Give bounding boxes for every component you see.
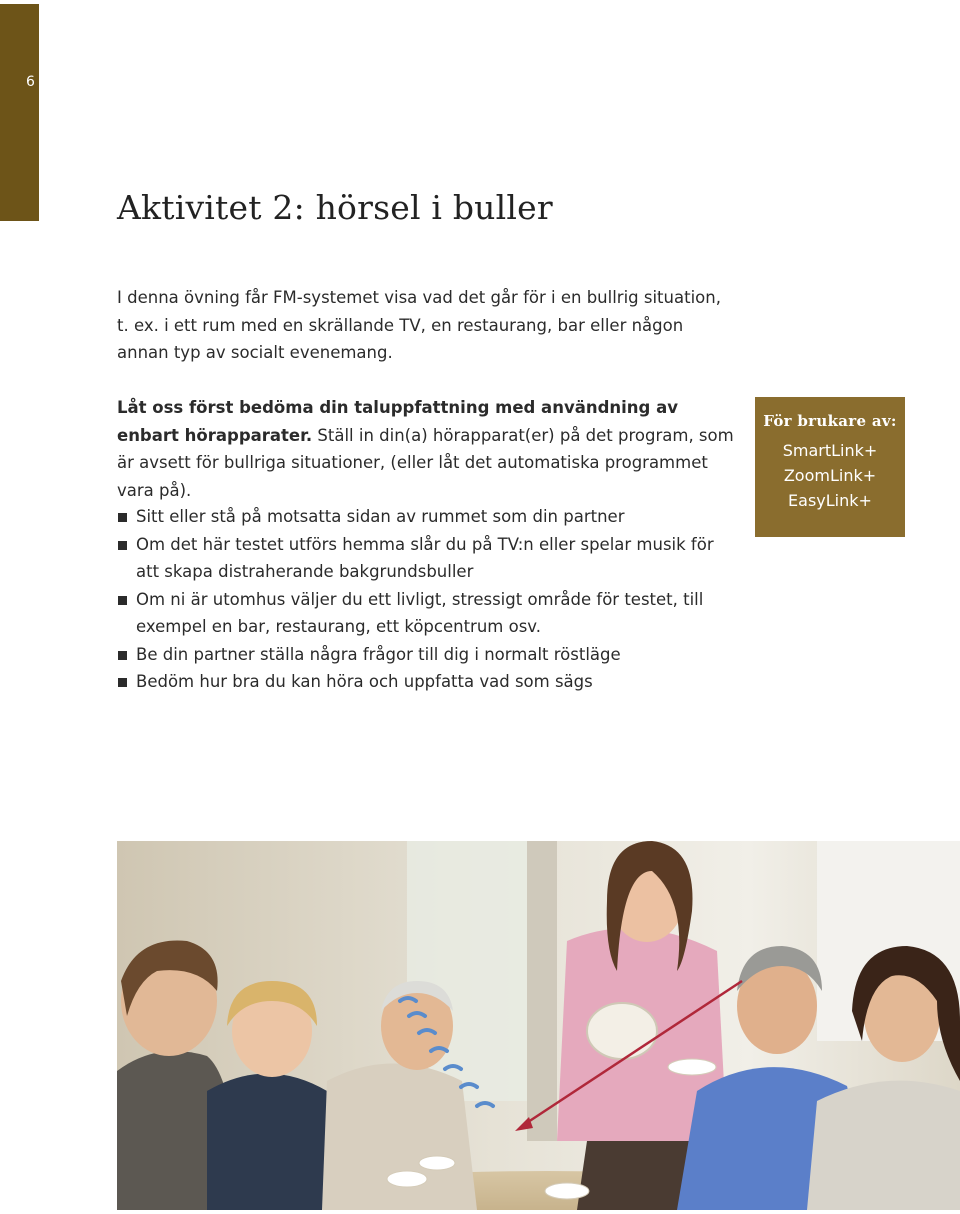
product-zoomlink: ZoomLink+: [783, 466, 877, 485]
square-bullet-icon: [118, 513, 127, 522]
bullet-text: Be din partner ställa några frågor till dig i normalt röstläge: [136, 644, 621, 664]
bullet-text: Bedöm hur bra du kan höra och uppfatta vad som sägs: [136, 672, 593, 691]
user-info-title: För brukare av:: [763, 412, 897, 430]
square-bullet-icon: [118, 541, 127, 550]
user-info-box: [755, 397, 905, 537]
bullet-item: [117, 586, 717, 641]
page-number: 6: [26, 74, 35, 90]
bullet-item: [117, 668, 717, 696]
intro-paragraph: I denna övning får FM-systemet visa vad det går för i en bullrig situation, t. ex. i ett rum med en skrällande TV, en restaurang, bar eller någon annan typ av socialt evenemang.: [117, 288, 721, 362]
bullet-text: Om det här testet utförs hemma slår du på TV:n eller spelar musik för att skapa distraherande bakgrundsbuller: [136, 534, 714, 581]
product-easylink: EasyLink+: [788, 491, 872, 510]
page-title: Aktivitet 2: hörsel i buller: [117, 188, 553, 227]
instruction-text: Ställ in din(a) hörapparat(er) på det program, som är avsett för bullriga situationer, (eller låt det automatiska programmet vara på).: [117, 425, 734, 500]
page-tab: [0, 4, 39, 221]
square-bullet-icon: [118, 651, 127, 660]
bullet-list: [117, 503, 717, 696]
bullet-text: Om ni är utomhus väljer du ett livligt, stressigt område för testet, till exempel en bar, restaurang, ett köpcentrum osv.: [136, 589, 704, 636]
bullet-text: Sitt eller stå på motsatta sidan av rummet som din partner: [136, 507, 625, 526]
square-bullet-icon: [118, 678, 127, 687]
instruction-paragraph: [117, 394, 742, 504]
bullet-item: [117, 503, 717, 531]
product-smartlink: SmartLink+: [782, 441, 878, 460]
group-photo: [117, 841, 960, 1210]
bullet-item: [117, 531, 717, 586]
instruction-bold-text: Låt oss först bedöma din taluppfattning med användning av enbart hörapparater.: [117, 398, 678, 445]
square-bullet-icon: [118, 596, 127, 605]
bullet-item: [117, 641, 717, 669]
